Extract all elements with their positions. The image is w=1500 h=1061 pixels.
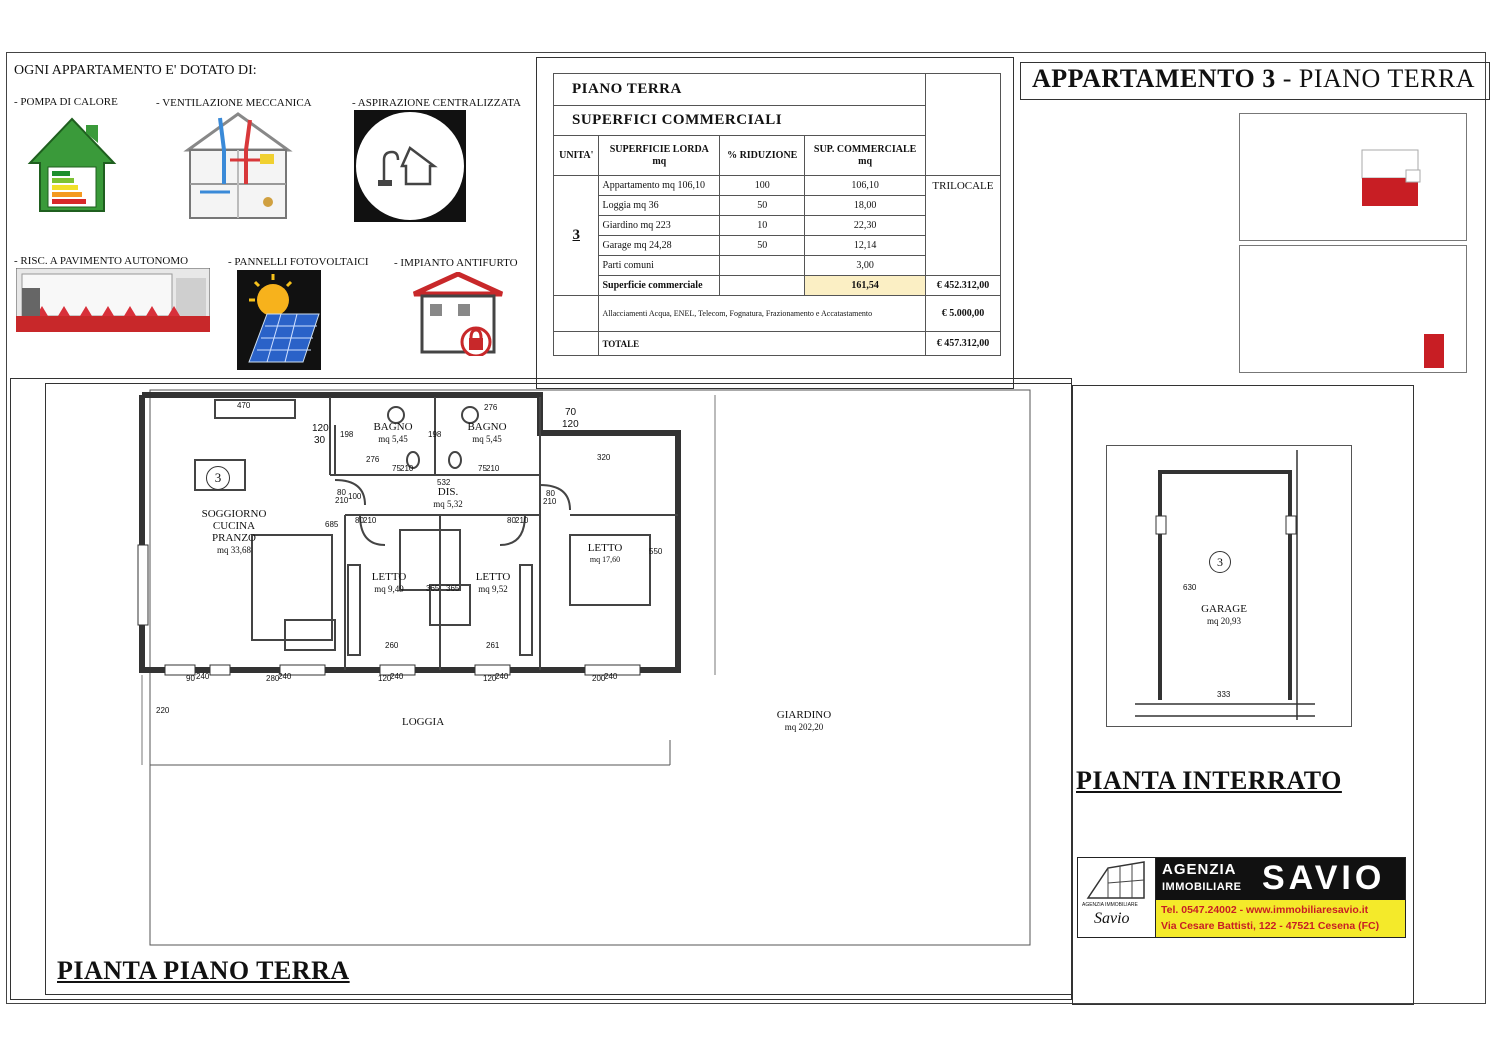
dim: 240 <box>278 672 292 681</box>
table-section-title: SUPERFICI COMMERCIALI <box>554 106 926 136</box>
dim: 240 <box>604 672 618 681</box>
table-row-connections: Allacciamenti Acqua, ENEL, Telecom, Fognatura, Frazionamento e Accatastamento € 5.000,00 <box>554 296 1001 332</box>
feature-label-vacuum: - ASPIRAZIONE CENTRALIZZATA <box>352 97 521 109</box>
table-row: Giardino mq 223 10 22,30 <box>554 216 1001 236</box>
agency-address: Via Cesare Battisti, 122 - 47521 Cesena (FC) <box>1161 920 1380 932</box>
dim: 100 <box>348 492 362 501</box>
dim: 240 <box>390 672 404 681</box>
solar-panel-icon <box>237 270 321 370</box>
dim: 210 <box>486 464 500 473</box>
dim: 80 <box>337 488 346 497</box>
building-sketch-icon <box>1078 858 1155 902</box>
key-plan-top <box>1239 113 1467 241</box>
dim: 365 <box>426 584 440 593</box>
agency-line1: AGENZIA <box>1162 861 1237 878</box>
agency-logo-block <box>1077 857 1406 938</box>
dim: 276 <box>484 403 498 412</box>
basement-plan-title: PIANTA INTERRATO <box>1076 766 1342 795</box>
agency-brand: SAVIO <box>1262 859 1386 897</box>
room-hallway: DIS. mq 5,32 <box>433 486 463 509</box>
ventilation-house-icon <box>180 110 296 222</box>
dim: 70 <box>565 407 577 418</box>
dim: 261 <box>486 641 500 650</box>
house-energy-icon <box>26 115 118 215</box>
ground-floor-plan <box>130 385 1040 950</box>
room-bedroom-2: LETTO mq 9,52 <box>475 571 511 594</box>
dim: 240 <box>495 672 509 681</box>
room-living: SOGGIORNO CUCINA PRANZO mq 33,68 <box>201 508 267 555</box>
garage-dim-width: 333 <box>1217 690 1231 699</box>
dim: 240 <box>196 672 210 681</box>
agency-banner <box>1156 858 1405 900</box>
room-bedroom-master: LETTO mq 17,60 <box>587 542 623 564</box>
room-bathroom-2: BAGNO mq 5,45 <box>467 421 507 444</box>
dim: 80 <box>546 489 555 498</box>
apartment-title: APPARTAMENTO 3 - PIANO TERRA <box>1032 64 1476 93</box>
agency-contact: Tel. 0547.24002 - www.immobiliaresavio.it <box>1161 904 1369 916</box>
alarm-house-icon <box>408 272 508 356</box>
dim: 198 <box>340 430 354 439</box>
total-price: € 457.312,00 <box>925 332 1000 356</box>
room-bathroom-1: BAGNO mq 5,45 <box>373 421 413 444</box>
unit-badge-basement: 3 <box>1209 551 1231 573</box>
dim: 30 <box>314 435 326 446</box>
dim: 75 <box>392 464 401 473</box>
basement-plan <box>1135 450 1315 720</box>
features-title: OGNI APPARTAMENTO E' DOTATO DI: <box>14 63 257 78</box>
col-reduction: % RIDUZIONE <box>720 136 805 176</box>
agency-logo-drawing <box>1078 858 1156 937</box>
table-floor-title: PIANO TERRA <box>554 74 926 106</box>
feature-label-solar: - PANNELLI FOTOVOLTAICI <box>228 256 369 268</box>
dim: 550 <box>649 547 663 556</box>
table-type: TRILOCALE <box>925 176 1000 276</box>
dim: 120 <box>562 419 579 430</box>
table-unit-number: 3 <box>554 176 599 296</box>
ground-floor-plan-title: PIANTA PIANO TERRA <box>57 956 350 985</box>
vacuum-house-icon <box>354 110 466 222</box>
feature-label-alarm: - IMPIANTO ANTIFURTO <box>394 257 518 269</box>
table-row-total-surface: Superficie commerciale 161,54 € 452.312,00 <box>554 276 1001 296</box>
feature-label-floor-heating: - RISC. A PAVIMENTO AUTONOMO <box>14 255 189 267</box>
col-unit: UNITA' <box>554 136 599 176</box>
table-row: Parti comuni 3,00 <box>554 256 1001 276</box>
dim: 198 <box>428 430 442 439</box>
dim: 280 <box>266 674 280 683</box>
dim: 120 <box>378 674 392 683</box>
dim: 685 <box>325 520 339 529</box>
total-surface-value: 161,54 <box>805 276 926 296</box>
feature-label-ventilation: - VENTILAZIONE MECCANICA <box>156 97 312 109</box>
dim: 276 <box>366 455 380 464</box>
commercial-surfaces-table <box>553 73 1001 356</box>
unit-badge-plan: 3 <box>206 466 230 490</box>
dim: 210 <box>543 497 557 506</box>
garage-dim-height: 630 <box>1183 583 1197 592</box>
dim: 260 <box>385 641 399 650</box>
agency-small-caption: AGENZIA IMMOBILIARE <box>1082 902 1138 908</box>
garage-label: GARAGE mq 20,93 <box>1201 603 1247 626</box>
table-row-total: TOTALE € 457.312,00 <box>554 332 1001 356</box>
dim: 80 <box>355 516 364 525</box>
table-row: 3 Appartamento mq 106,10 100 106,10 TRILOCALE <box>554 176 1001 196</box>
dim: 120 <box>312 423 329 434</box>
dim: 365 <box>446 584 460 593</box>
table-row: Loggia mq 36 50 18,00 <box>554 196 1001 216</box>
agency-contact-bar <box>1156 900 1405 937</box>
dim: 80 <box>507 516 516 525</box>
col-commercial: SUP. COMMERCIALE mq <box>805 136 926 176</box>
dim: 210 <box>515 516 529 525</box>
dim: 210 <box>400 464 414 473</box>
dim: 470 <box>237 401 251 410</box>
dim: 90 <box>186 674 195 683</box>
dim: 120 <box>483 674 497 683</box>
dim: 220 <box>156 706 170 715</box>
key-plan-unit-bottom <box>1424 334 1444 368</box>
room-bedroom-1: LETTO mq 9,49 <box>371 571 407 594</box>
col-gross: SUPERFICIE LORDA mq <box>599 136 720 176</box>
agency-line2: IMMOBILIARE <box>1162 881 1242 893</box>
floor-heating-icon <box>16 268 210 332</box>
dim: 200 <box>592 674 606 683</box>
dim: 532 <box>437 478 451 487</box>
dim: 75 <box>478 464 487 473</box>
connections-price: € 5.000,00 <box>925 296 1000 332</box>
key-plan-unit-top <box>1360 148 1422 210</box>
feature-label-heat-pump: - POMPA DI CALORE <box>14 96 118 108</box>
price-value: € 452.312,00 <box>925 276 1000 296</box>
garden-label: GIARDINO mq 202,20 <box>776 709 832 732</box>
agency-signature: Savio <box>1094 910 1130 927</box>
dim: 210 <box>363 516 377 525</box>
table-row: Garage mq 24,28 50 12,14 <box>554 236 1001 256</box>
dim: 210 <box>335 496 349 505</box>
loggia-label: LOGGIA <box>402 716 445 728</box>
dim: 320 <box>597 453 611 462</box>
